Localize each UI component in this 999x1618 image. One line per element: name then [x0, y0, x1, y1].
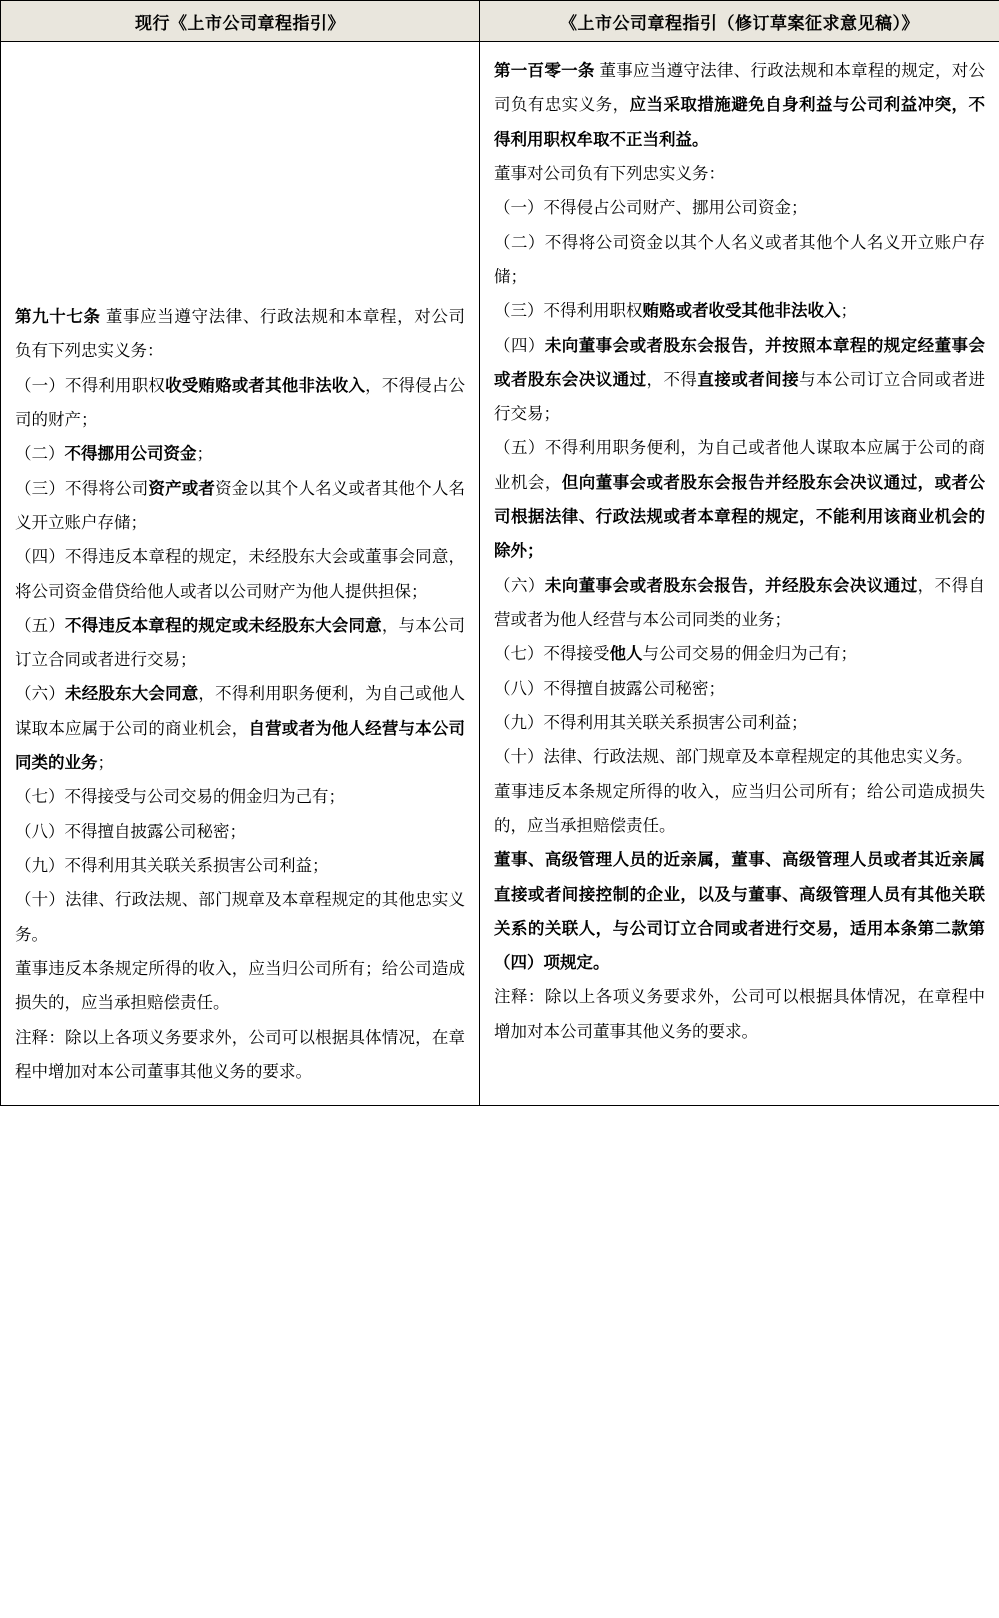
- paragraph: （四）未向董事会或者股东会报告，并按照本章程的规定经董事会或者股东会决议通过，不得直接或者间接与本公司订立合同或者进行交易；: [494, 336, 986, 424]
- paragraph: 董事对公司负有下列忠实义务：: [494, 164, 725, 183]
- paragraph: （九）不得利用其关联关系损害公司利益；: [494, 713, 808, 732]
- left-paragraph-list: [15, 300, 465, 1089]
- right-paragraph-list: [494, 54, 985, 1049]
- paragraph: 董事违反本条规定所得的收入，应当归公司所有；给公司造成损失的，应当承担赔偿责任。: [494, 782, 985, 835]
- paragraph: （二）不得将公司资金以其个人名义或者其他个人名义开立账户存储；: [494, 233, 985, 286]
- paragraph: （七）不得接受与公司交易的佣金归为己有；: [15, 788, 345, 807]
- paragraph: 第九十七条 董事应当遵守法律、行政法规和本章程，对公司负有下列忠实义务：: [15, 308, 465, 361]
- paragraph: （三）不得利用职权贿赂或者收受其他非法收入；: [494, 302, 857, 321]
- paragraph: 注释：除以上各项义务要求外，公司可以根据具体情况，在章程中增加对本公司董事其他义务的要求。: [494, 988, 985, 1041]
- paragraph: （三）不得将公司资产或者资金以其个人名义或者其他个人名义开立账户存储；: [15, 479, 466, 532]
- paragraph: （七）不得接受他人与公司交易的佣金归为己有；: [494, 645, 857, 664]
- paragraph: （八）不得擅自披露公司秘密；: [15, 822, 246, 841]
- paragraph: （十）法律、行政法规、部门规章及本章程规定的其他忠实义务。: [494, 748, 973, 767]
- cell-current-provision: [1, 42, 480, 1106]
- table-row: [1, 42, 999, 1106]
- paragraph: 第一百零一条 董事应当遵守法律、行政法规和本章程的规定，对公司负有忠实义务，应当采取措施避免自身利益与公司利益冲突，不得利用职权牟取不正当利益。: [494, 62, 986, 149]
- paragraph: （六）未经股东大会同意，不得利用职务便利，为自己或他人谋取本应属于公司的商业机会，自营或者为他人经营与本公司同类的业务；: [15, 685, 466, 773]
- paragraph: （四）不得违反本章程的规定，未经股东大会或董事会同意，将公司资金借贷给他人或者以公司财产为他人提供担保；: [15, 548, 465, 601]
- table-header-row: [1, 1, 999, 42]
- paragraph: （二）不得挪用公司资金；: [15, 445, 213, 464]
- paragraph: 董事、高级管理人员的近亲属，董事、高级管理人员或者其近亲属直接或者间接控制的企业，以及与董事、高级管理人员有其他关联关系的关联人，与公司订立合同或者进行交易，适用本条第二款第（四）项规定。: [494, 851, 985, 973]
- vertical-spacer: [15, 42, 465, 300]
- paragraph: （六）未向董事会或者股东会报告，并经股东会决议通过，不得自营或者为他人经营与本公司同类的业务；: [494, 576, 986, 629]
- paragraph: （九）不得利用其关联关系损害公司利益；: [15, 857, 329, 875]
- paragraph: （五）不得利用职务便利，为自己或者他人谋取本应属于公司的商业机会，但向董事会或者股东会报告并经股东会决议通过，或者公司根据法律、行政法规或者本章程的规定，不能利用该商业机会的除外；: [494, 439, 986, 561]
- column-header-revised: 《上市公司章程指引（修订草案征求意见稿）》: [480, 1, 999, 42]
- paragraph: （十）法律、行政法规、部门规章及本章程规定的其他忠实义务。: [15, 891, 465, 944]
- paragraph: 董事违反本条规定所得的收入，应当归公司所有；给公司造成损失的，应当承担赔偿责任。: [15, 959, 465, 1013]
- cell-revised-provision: [480, 42, 999, 1106]
- paragraph: （五）不得违反本章程的规定或未经股东大会同意，与本公司订立合同或者进行交易；: [15, 616, 466, 670]
- paragraph: （一）不得利用职权收受贿赂或者其他非法收入，不得侵占公司的财产；: [15, 376, 466, 429]
- column-header-current: 现行《上市公司章程指引》: [1, 1, 480, 42]
- paragraph: （一）不得侵占公司财产、挪用公司资金；: [494, 199, 808, 218]
- paragraph: （八）不得擅自披露公司秘密；: [494, 679, 725, 698]
- paragraph: 注释：除以上各项义务要求外，公司可以根据具体情况，在章程中增加对本公司董事其他义务的要求。: [15, 1028, 465, 1081]
